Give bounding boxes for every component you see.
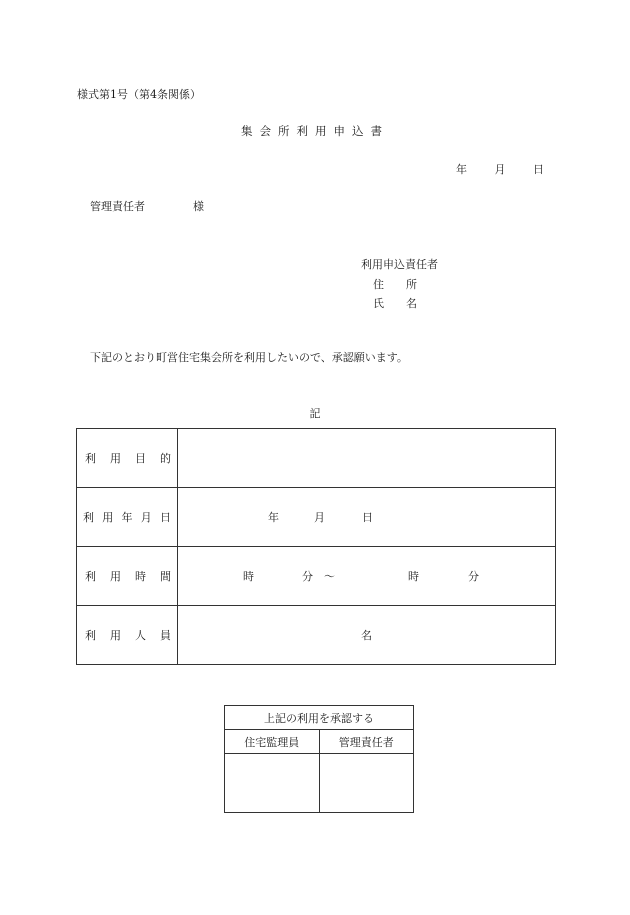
time-label: 利 用 時 間 xyxy=(77,547,178,606)
table-row xyxy=(77,606,556,665)
application-table xyxy=(76,428,556,665)
ki-heading: 記 xyxy=(309,407,321,420)
manager-seal[interactable] xyxy=(319,754,414,813)
approval-heading: 上記の利用を承認する xyxy=(225,706,414,730)
purpose-field[interactable] xyxy=(178,429,556,488)
document-title: 集会所利用申込書 xyxy=(241,124,389,138)
year-label: 年 xyxy=(456,163,467,176)
manager-label: 管理責任者 xyxy=(319,730,414,754)
table-row xyxy=(77,547,556,606)
table-row xyxy=(225,730,414,754)
table-row xyxy=(225,706,414,730)
housing-supervisor-label: 住宅監理員 xyxy=(225,730,320,754)
date-field[interactable]: 年 月 日 xyxy=(178,488,556,547)
table-row xyxy=(225,754,414,813)
day-label: 日 xyxy=(533,163,544,176)
body-text: 下記のとおり町営住宅集会所を利用したいので、承認願います。 xyxy=(90,351,408,364)
people-field[interactable]: 名 xyxy=(178,606,556,665)
address-label: 住 所 xyxy=(373,277,417,291)
applicant-block xyxy=(361,255,438,314)
form-number: 様式第1号（第4条関係） xyxy=(77,88,201,101)
addressee xyxy=(90,198,204,214)
name-label: 氏 名 xyxy=(373,297,417,310)
addressee-honorific: 様 xyxy=(193,200,204,213)
time-field[interactable]: 時 分 〜 時 分 xyxy=(178,547,556,606)
housing-supervisor-seal[interactable] xyxy=(225,754,320,813)
table-row xyxy=(77,488,556,547)
purpose-label: 利 用 目 的 xyxy=(77,429,178,488)
addressee-name: 管理責任者 xyxy=(90,200,145,213)
month-label: 月 xyxy=(494,163,506,176)
applicant-heading: 利用申込責任者 xyxy=(361,258,438,271)
date-line xyxy=(456,161,544,177)
approval-table xyxy=(224,705,414,813)
table-row xyxy=(77,429,556,488)
date-label: 利 用 年 月 日 xyxy=(77,488,178,547)
people-label: 利 用 人 員 xyxy=(77,606,178,665)
